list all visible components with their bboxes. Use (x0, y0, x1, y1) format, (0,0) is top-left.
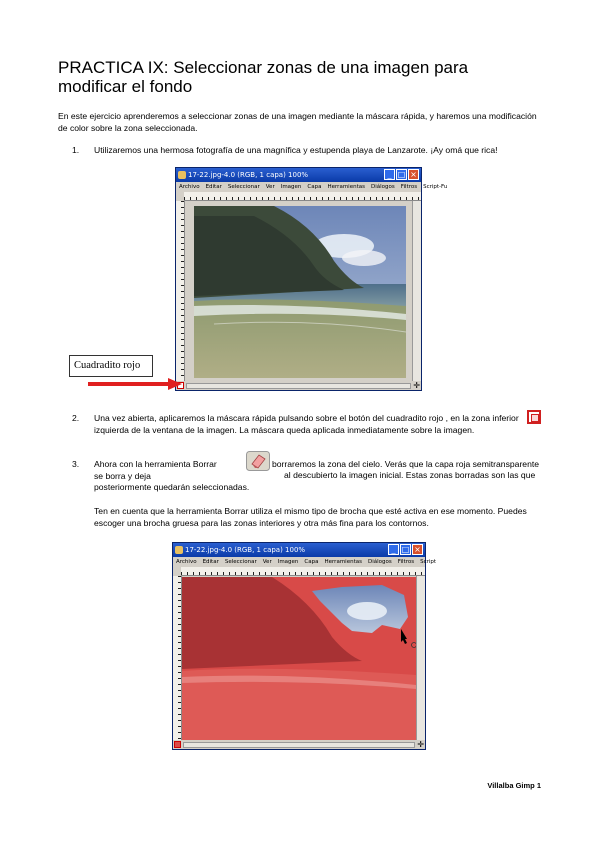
menu-ver[interactable]: Ver (262, 559, 272, 565)
menu-capa[interactable]: Capa (304, 559, 319, 565)
window-title: 17-22.jpg-4.0 (RGB, 1 capa) 100% (188, 171, 309, 179)
gimp-icon (178, 171, 186, 179)
menu-imagen[interactable]: Imagen (277, 559, 299, 565)
menu-archivo[interactable]: Archivo (176, 559, 197, 565)
image-canvas[interactable] (182, 577, 416, 740)
menu-herramientas[interactable]: Herramientas (327, 184, 365, 190)
menu-capa[interactable]: Capa (307, 184, 322, 190)
menu-script-fu[interactable]: Script-Fu (423, 184, 448, 190)
window-title: 17-22.jpg-4.0 (RGB, 1 capa) 100% (185, 546, 306, 554)
menu-filtros[interactable]: Filtros (400, 184, 418, 190)
status-bar (176, 381, 421, 390)
page-footer: Villalba Gimp 1 (487, 781, 541, 790)
close-button[interactable]: × (408, 169, 419, 180)
menu-herramientas[interactable]: Herramientas (324, 559, 362, 565)
navigate-icon[interactable]: ✛ (413, 381, 420, 390)
menu-archivo[interactable]: Archivo (179, 184, 200, 190)
horizontal-ruler (181, 567, 425, 576)
beach-photo (194, 206, 406, 378)
menu-imagen[interactable]: Imagen (280, 184, 302, 190)
step-text: Una vez abierta, aplicaremos la máscara rápida pulsando sobre el botón del cuadradito rojo , en la zona inferior izquierda de la ventana de la imagen. La máscara queda aplicada inmediatamente sobre la imagen. (94, 413, 519, 435)
minimize-button[interactable]: _ (388, 544, 399, 555)
callout-label: Cuadradito rojo (69, 355, 153, 377)
page-title: PRACTICA IX: Seleccionar zonas de una imagen para modificar el fondo (58, 58, 469, 96)
menu-script[interactable]: Script (420, 559, 437, 565)
menu-seleccionar[interactable]: Seleccionar (224, 559, 257, 565)
image-canvas[interactable] (194, 206, 406, 378)
menu-bar (173, 557, 437, 567)
window-titlebar (176, 168, 421, 182)
menu-ver[interactable]: Ver (265, 184, 275, 190)
close-button[interactable]: × (412, 544, 423, 555)
menu-dialogos[interactable]: Diálogos (367, 559, 392, 565)
step-number: 1. (72, 145, 80, 155)
navigate-icon[interactable]: ✛ (417, 740, 424, 749)
vertical-scrollbar[interactable] (412, 201, 421, 381)
gimp-image-window (175, 167, 448, 391)
menu-editar[interactable]: Editar (202, 559, 219, 565)
arrow-right-icon (88, 378, 182, 390)
menu-editar[interactable]: Editar (205, 184, 222, 190)
gimp-icon (175, 546, 183, 554)
status-bar (173, 740, 425, 749)
menu-seleccionar[interactable]: Seleccionar (227, 184, 260, 190)
window-titlebar (173, 543, 425, 557)
quick-mask-button-active[interactable] (174, 741, 181, 748)
eraser-icon (246, 451, 270, 471)
step-text: Utilizaremos una hermosa fotografía de una magnífica y estupenda playa de Lanzarote. ¡Ay omá que rica! (94, 145, 498, 155)
maximize-button[interactable]: □ (401, 545, 410, 554)
masked-beach-photo (182, 577, 416, 740)
horizontal-ruler (184, 192, 421, 201)
vertical-ruler (173, 576, 182, 740)
gimp-image-window-masked (172, 542, 437, 750)
minimize-button[interactable]: _ (384, 169, 395, 180)
horizontal-scrollbar[interactable] (186, 383, 411, 389)
maximize-button[interactable]: □ (397, 170, 406, 179)
vertical-ruler (176, 201, 185, 381)
menu-dialogos[interactable]: Diálogos (370, 184, 395, 190)
step-number: 2. (72, 413, 80, 423)
menu-bar (176, 182, 448, 192)
quick-mask-icon (527, 410, 541, 424)
horizontal-scrollbar[interactable] (183, 742, 415, 748)
intro-paragraph: En este ejercicio aprenderemos a seleccionar zonas de una imagen mediante la máscara rápida, y haremos una modificación de color sobre la zona seleccionada. (58, 111, 537, 133)
menu-filtros[interactable]: Filtros (397, 559, 415, 565)
step-number: 3. (72, 459, 80, 469)
vertical-scrollbar[interactable] (416, 576, 425, 740)
